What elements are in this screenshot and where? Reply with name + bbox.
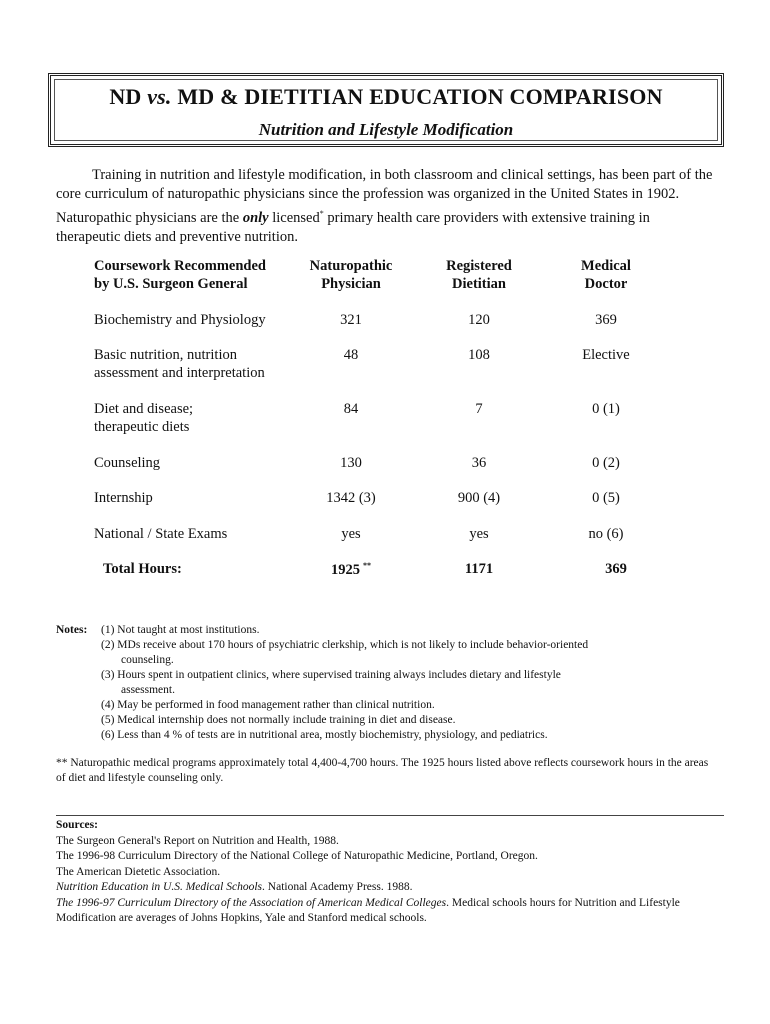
source-item: The American Dietetic Association. xyxy=(56,865,221,878)
total-nd: 1925 ** xyxy=(331,561,371,578)
note-6: (6) Less than 4 % of tests are in nutritional area, mostly biochemistry, physiology, and pediatrics. xyxy=(101,729,548,741)
source-item: The 1996-97 Curriculum Directory of the Association of American Medical Colleges. Medical schools hours for Nutrition and Lifestyle Modification are averages of Johns Hopkins, Yale and Stanford medical schools. xyxy=(56,896,680,924)
table-cell-md: Elective xyxy=(582,347,630,363)
notes-label: Notes: xyxy=(56,624,88,636)
source-item: The Surgeon General's Report on Nutrition and Health, 1988. xyxy=(56,834,339,847)
table-cell-nd: 1342 (3) xyxy=(326,490,376,506)
sources-divider xyxy=(56,815,724,816)
title-box xyxy=(48,73,724,147)
table-cell-md: 0 (1) xyxy=(592,401,620,417)
double-star-footnote: ** Naturopathic medical programs approximately total 4,400-4,700 hours. The 1925 hours listed above reflects coursework hours in the areas of diet and lifestyle counseling only. xyxy=(56,757,709,784)
table-cell-rd: 108 xyxy=(468,347,490,363)
table-row-course: Diet and disease; therapeutic diets xyxy=(94,401,194,435)
source-item: The 1996-98 Curriculum Directory of the National College of Naturopathic Medicine, Portland, Oregon. xyxy=(56,850,538,862)
table-cell-nd: 130 xyxy=(340,455,362,471)
table-cell-rd: 36 xyxy=(471,455,487,471)
table-cell-md: no (6) xyxy=(588,526,624,542)
total-rd: 1171 xyxy=(464,561,494,577)
total-label: Total Hours: xyxy=(103,561,182,577)
source-item: Nutrition Education in U.S. Medical Schools. National Academy Press. 1988. xyxy=(56,881,413,893)
note-4: (4) May be performed in food management rather than clinical nutrition. xyxy=(101,699,435,711)
table-cell-nd: yes xyxy=(341,526,361,542)
header-coursework: Coursework Recommended by U.S. Surgeon General xyxy=(94,258,266,292)
header-medical-doctor: Medical Doctor xyxy=(581,258,631,292)
note-1: (1) Not taught at most institutions. xyxy=(101,624,260,636)
table-cell-nd: 48 xyxy=(343,347,359,363)
table-cell-rd: 7 xyxy=(475,401,483,417)
table-cell-nd: 84 xyxy=(343,401,359,417)
table-cell-md: 369 xyxy=(595,312,617,328)
table-cell-nd: 321 xyxy=(340,312,362,328)
note-3: (3) Hours spent in outpatient clinics, where supervised training always includes dietary and lifestyle xyxy=(101,669,561,681)
note-2: (2) MDs receive about 170 hours of psychiatric clerkship, which is not likely to include behavior-oriented xyxy=(101,639,589,651)
note-3-cont: assessment. xyxy=(121,684,175,696)
table-row-course: Counseling xyxy=(94,455,161,471)
header-dietitian: Registered Dietitian xyxy=(446,258,512,292)
note-5: (5) Medical internship does not normally include training in diet and disease. xyxy=(101,714,456,726)
page-subtitle: Nutrition and Lifestyle Modification xyxy=(258,120,514,139)
table-row-course: Basic nutrition, nutrition assessment and interpretation xyxy=(94,347,265,381)
table-cell-rd: 120 xyxy=(468,312,490,328)
header-naturopathic: Naturopathic Physician xyxy=(309,258,393,292)
table-row-course: Biochemistry and Physiology xyxy=(94,312,266,328)
sources-heading: Sources: xyxy=(56,819,98,831)
table-row-course: Internship xyxy=(94,490,153,506)
note-2-cont: counseling. xyxy=(121,654,174,666)
sources-section xyxy=(56,818,726,927)
table-row-course: National / State Exams xyxy=(94,526,228,542)
table-cell-rd: 900 (4) xyxy=(457,490,501,506)
table-cell-md: 0 (2) xyxy=(592,455,620,471)
table-cell-rd: yes xyxy=(469,526,489,542)
total-md: 369 xyxy=(605,561,627,577)
table-cell-md: 0 (5) xyxy=(592,490,620,506)
intro-paragraph: Training in nutrition and lifestyle modification, in both classroom and clinical settings, has been part of the core curriculum of naturopathic physicians since the profession was organized in the United States in 1902. Naturopathic physicians are the only licensed* primary health care providers with extensive training in therapeutic diets and preventive nutrition. xyxy=(56,167,713,245)
page-title: ND vs. MD & DIETITIAN EDUCATION COMPARISON xyxy=(109,84,663,109)
